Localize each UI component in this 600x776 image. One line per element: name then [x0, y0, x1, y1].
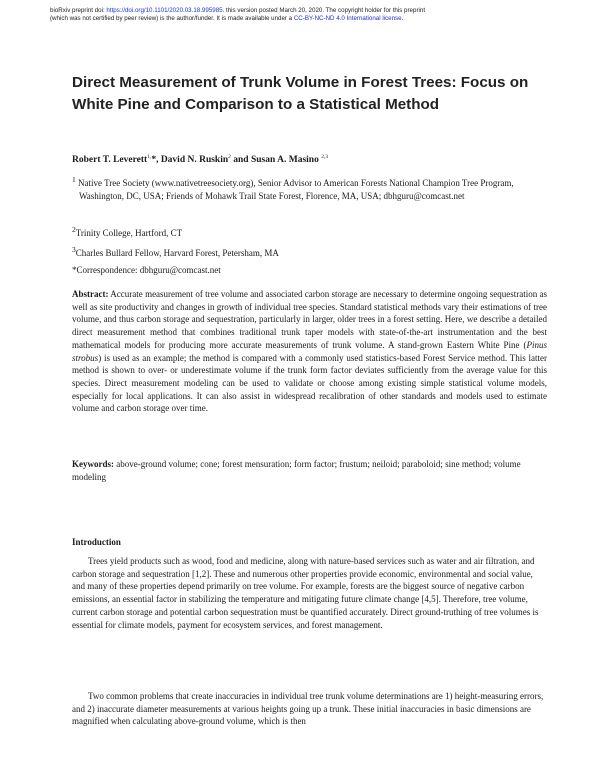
- notice-line-1: [50, 7, 570, 15]
- affiliation-2-number: 2: [72, 225, 76, 234]
- affiliation-2: [72, 224, 542, 240]
- introduction-paragraph-2: Two common problems that create inaccuracies in individual tree trunk volume determinations are 1) height-measuring errors, and 2) inaccurate diameter measurements at various heights going up a trunk. These initial inaccuracies in basic dimensions are magnified when calculating above-ground volume, which is then: [72, 691, 544, 727]
- author-3: Susan A. Masino: [250, 155, 322, 166]
- doi-link[interactable]: https://doi.org/10.1101/2020.03.18.995985: [106, 7, 223, 14]
- notice-line2-suffix: .: [401, 15, 404, 22]
- abstract-text-2: ) is used as an example; the method is compared with a commonly used statistics-based Forest Service method. This latter method is shown to over- or underestimate volume if the trunk form factor deviates sufficiently from the average value for this species. Direct measurement modeling can be used to validate or choose among existing simple statistical volume models, especially for local applications. It can also assist in widespread recalibration of other standards and models used to estimate volume and carbon storage over time.: [72, 352, 547, 414]
- affiliation-3-number: 3: [72, 245, 76, 254]
- abstract-label: Abstract:: [72, 289, 109, 299]
- paper-title: Direct Measurement of Trunk Volume in Forest Trees: Focus on White Pine and Comparison to a Statistical Method: [72, 74, 529, 113]
- preprint-notice: [50, 7, 570, 23]
- affiliation-3: [72, 244, 542, 260]
- abstract-text-1: Accurate measurement of tree volume and associated carbon storage are necessary to determine ongoing sequestration as well as site productivity and changes in growth of individual tree species. Standard statistical methods vary their estimations of tree volume, and thus carbon storage and sequestration, particularly in larger, older trees in a forest setting. Here, we describe a detailed direct measurement method that combines traditional trunk taper models with state-of-the-art instrumentation and the best mathematical models for producing more accurate measurements of trunk volume. A stand-grown Eastern White Pine (: [72, 289, 547, 350]
- correspondence: *Correspondence: dbhguru@comcast.net: [72, 265, 221, 275]
- keywords-label: Keywords:: [72, 459, 114, 469]
- author-3-affiliation: 2,3: [321, 154, 329, 160]
- keywords-text: above-ground volume; cone; forest mensuration; form factor; frustum; neiloid; paraboloid; sine method; volume modeling: [72, 459, 521, 482]
- corresponding-mark: *: [151, 155, 157, 166]
- author-separator: and: [230, 155, 251, 166]
- author-2-affiliation: 2: [228, 154, 231, 160]
- notice-suffix: . this version posted March 20, 2020. The copyright holder for this preprint: [222, 7, 426, 14]
- affiliation-1-number: 1: [72, 175, 76, 184]
- keywords: [72, 458, 547, 483]
- notice-line-2: [50, 15, 570, 23]
- abstract: [72, 288, 547, 415]
- notice-line2-prefix: (which was not certified by peer review) is the author/funder. It is made available under a: [50, 15, 294, 22]
- affiliation-2-text: Trinity College, Hartford, CT: [75, 228, 183, 238]
- author-1-affiliation: 1,: [147, 154, 152, 160]
- affiliation-3-text: Charles Bullard Fellow, Harvard Forest, Petersham, MA: [75, 248, 279, 258]
- author-1: Robert T. Leverett: [72, 155, 148, 166]
- license-link[interactable]: CC-BY-NC-ND 4.0 International license: [293, 15, 402, 22]
- introduction-paragraph-1: Trees yield products such as wood, food and medicine, along with nature-based services such as water and air filtration, and carbon storage and sequestration [1,2]. These and numerous other properties provide economic, environmental and social value, and many of these properties depend primarily on tree volume. For example, forests are the biggest source of negative carbon emissions, an essential factor in stabilizing the temperature and mitigating future climate change [4,5]. Therefore, tree volume, current carbon storage and potential carbon sequestration must be quantified accurately. Direct ground-truthing of tree volumes is essential for climate models, payment for ecosystem services, and forest management.: [72, 556, 539, 630]
- introduction-heading: Introduction: [72, 537, 121, 547]
- affiliation-1-text: Native Tree Society (www.nativetreesociety.org), Senior Advisor to American Forests National Champion Tree Program, Washington, DC, USA; Friends of Mohawk Trail State Forest, Florence, MA, USA; dbhguru@comcast.net: [75, 178, 514, 201]
- author-list: [72, 154, 542, 165]
- author-2: David N. Ruskin: [160, 155, 229, 166]
- affiliation-1: [72, 174, 542, 202]
- notice-prefix: bioRxiv preprint doi:: [50, 7, 107, 14]
- author-separator: ,: [156, 155, 161, 166]
- species-name: Pinus strobus: [72, 339, 547, 363]
